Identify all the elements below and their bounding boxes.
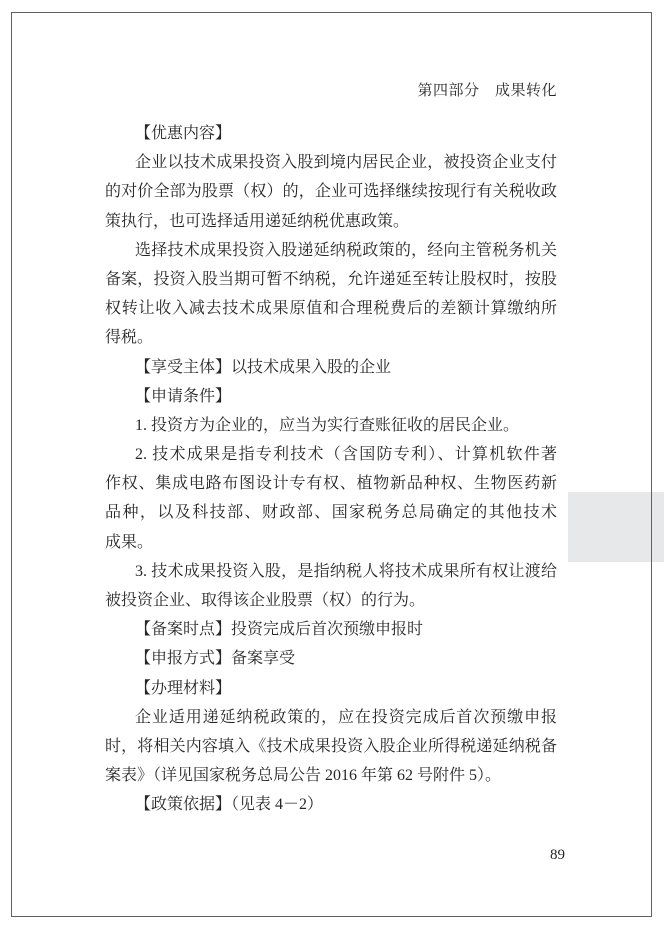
text-line: 作权、集成电路布图设计专有权、植物新品种权、生物医药新 [105, 475, 557, 493]
text-line: 【办理材料】 [135, 679, 232, 697]
text-line: 3. 技术成果投资入股，是指纳税人将技术成果所有权让渡给 [135, 562, 557, 580]
text-line: 【备案时点】投资完成后首次预缴申报时 [135, 621, 424, 639]
text-line: 2. 技术成果是指专利技术（含国防专利）、计算机软件著 [135, 446, 557, 464]
text-line: 策执行，也可选择适用递延纳税优惠政策。 [105, 212, 410, 230]
right-edge-highlight [568, 492, 664, 562]
body-text [105, 119, 557, 820]
page-number: 89 [550, 847, 565, 863]
text-line: 【申请条件】 [135, 387, 232, 405]
text-line: 企业适用递延纳税政策的，应在投资完成后首次预缴申报 [135, 708, 557, 726]
text-line: 成果。 [105, 533, 154, 551]
text-line: 【优惠内容】 [135, 125, 232, 142]
running-header: 第四部分 成果转化 [417, 83, 557, 99]
text-line: 被投资企业、取得该企业股票（权）的行为。 [105, 592, 426, 609]
text-line: 时，将相关内容填入《技术成果投资入股企业所得税递延纳税备 [105, 737, 557, 755]
text-line: 企业以技术成果投资入股到境内居民企业，被投资企业支付 [135, 154, 557, 172]
text-line: 权转让收入减去技术成果原值和合理税费后的差额计算缴纳所 [105, 300, 557, 318]
text-line: 案表》（详见国家税务总局公告 2016 年第 62 号附件 5）。 [105, 767, 502, 785]
text-line: 品种，以及科技部、财政部、国家税务总局确定的其他技术 [105, 504, 557, 522]
text-line: 【政策依据】（见表 4－2） [135, 796, 324, 814]
text-line: 1. 投资方为企业的，应当为实行查账征收的居民企业。 [135, 416, 520, 434]
text-line: 备案，投资入股当期可暂不纳税，允许递延至转让股权时，按股 [105, 270, 557, 288]
text-line: 得税。 [105, 329, 154, 347]
text-line: 【申报方式】备案享受 [135, 650, 296, 668]
text-line: 选择技术成果投资入股递延纳税政策的，经向主管税务机关 [135, 241, 557, 259]
text-line: 【享受主体】以技术成果入股的企业 [135, 358, 392, 376]
text-line: 的对价全部为股票（权）的，企业可选择继续按现行有关税收政 [105, 183, 557, 201]
